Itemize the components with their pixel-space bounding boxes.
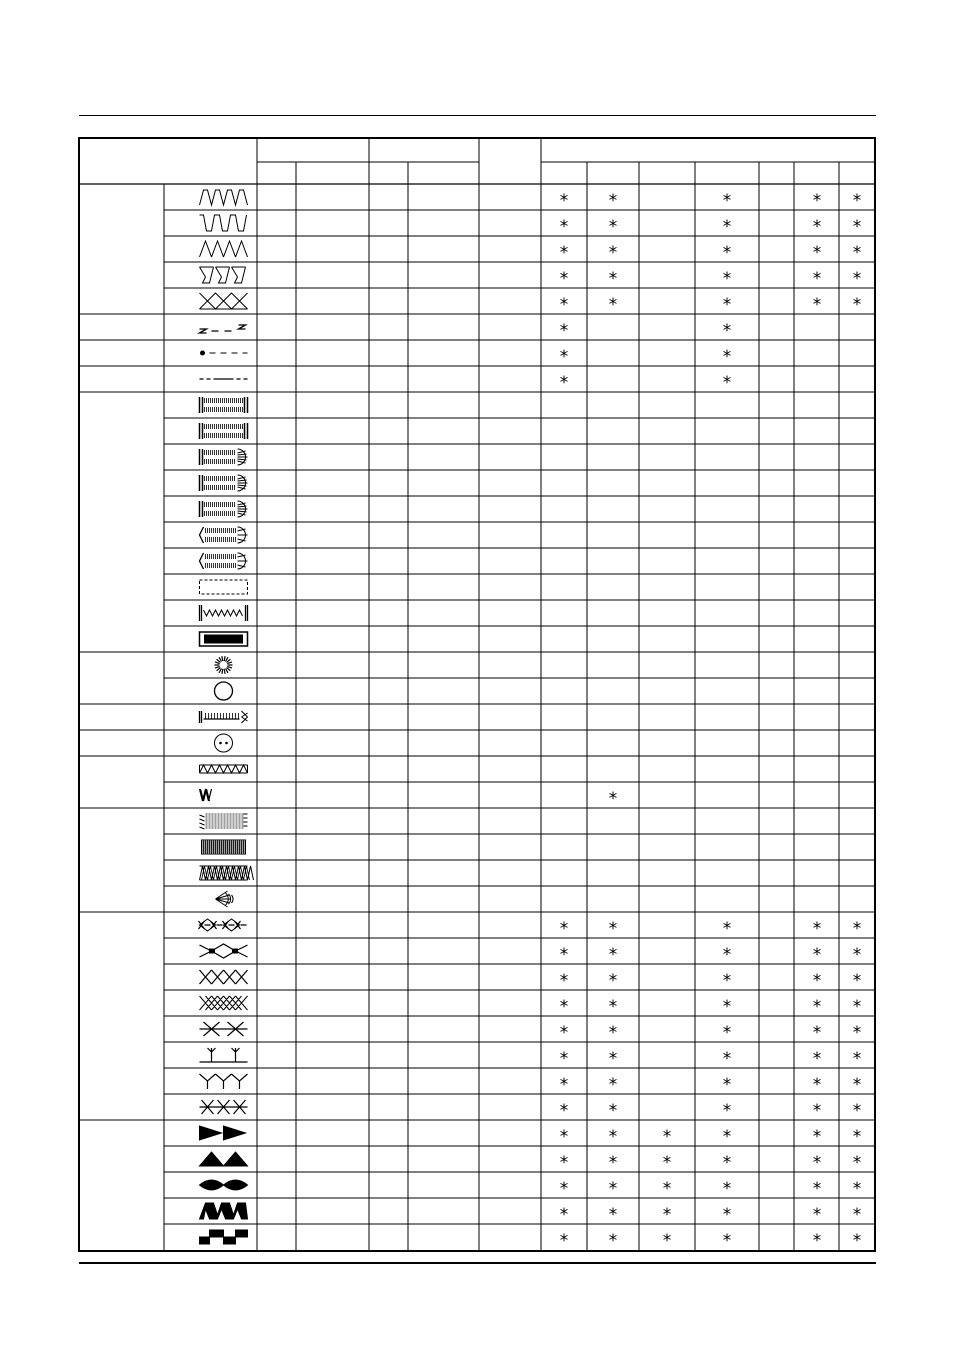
asterisk-mark: * <box>608 217 618 237</box>
asterisk-mark: * <box>608 269 618 289</box>
asterisk-mark: * <box>722 1049 732 1069</box>
asterisk-mark: * <box>662 1205 672 1225</box>
asterisk-mark: * <box>559 1231 569 1251</box>
darning-grid-icon <box>202 840 246 854</box>
asterisk-mark: * <box>852 1101 862 1121</box>
asterisk-mark: * <box>559 1101 569 1121</box>
asterisk-mark: * <box>852 945 862 965</box>
asterisk-mark: * <box>662 1127 672 1147</box>
asterisk-mark: * <box>812 919 822 939</box>
cross-chain-icon <box>200 293 248 309</box>
asterisk-mark: * <box>608 295 618 315</box>
asterisk-mark: * <box>608 1101 618 1121</box>
asterisk-mark: * <box>722 1179 732 1199</box>
buttonhole-zigzag-icon <box>200 605 248 621</box>
asterisk-mark: * <box>559 1153 569 1173</box>
asterisk-mark: * <box>662 1153 672 1173</box>
asterisk-mark: * <box>662 1231 672 1251</box>
asterisk-mark: * <box>722 971 732 991</box>
asterisk-mark: * <box>559 1179 569 1199</box>
asterisk-mark: * <box>722 997 732 1017</box>
asterisk-mark: * <box>559 1127 569 1147</box>
asterisk-mark: * <box>812 1023 822 1043</box>
asterisk-mark: * <box>852 971 862 991</box>
diamond-chain-icon <box>200 944 248 958</box>
asterisk-mark: * <box>608 191 618 211</box>
asterisk-mark: * <box>559 1023 569 1043</box>
asterisk-mark: * <box>812 243 822 263</box>
asterisk-mark: * <box>812 1179 822 1199</box>
asterisk-mark: * <box>608 971 618 991</box>
asterisk-mark: * <box>559 191 569 211</box>
buttonhole-square-2-icon <box>200 423 248 439</box>
asterisk-mark: * <box>722 1231 732 1251</box>
asterisk-mark: * <box>722 1023 732 1043</box>
asterisk-mark: * <box>608 919 618 939</box>
asterisk-mark: * <box>662 1179 672 1199</box>
asterisk-mark: * <box>812 971 822 991</box>
asterisk-mark: * <box>722 321 732 341</box>
buttonhole-keyhole-2-icon <box>200 553 248 569</box>
buttonhole-square-icon <box>200 397 248 413</box>
zigzag-band-icon <box>200 765 248 773</box>
asterisk-mark: * <box>608 1023 618 1043</box>
asterisk-mark: * <box>852 1179 862 1199</box>
asterisk-mark: * <box>812 1231 822 1251</box>
asterisk-mark: * <box>852 1023 862 1043</box>
leaf-icon <box>200 1180 248 1190</box>
wave-inverted-icon <box>200 215 247 231</box>
asterisk-mark: * <box>812 1101 822 1121</box>
buttonhole-filled-icon <box>200 632 248 646</box>
asterisk-mark: * <box>852 1205 862 1225</box>
asterisk-mark: * <box>559 1205 569 1225</box>
asterisk-mark: * <box>812 945 822 965</box>
asterisk-mark: * <box>722 295 732 315</box>
bartack-icon <box>200 711 248 723</box>
asterisk-mark: * <box>608 1179 618 1199</box>
asterisk-mark: * <box>559 971 569 991</box>
asterisk-mark: * <box>722 919 732 939</box>
bottom-rule <box>79 1262 876 1264</box>
asterisk-mark: * <box>812 1205 822 1225</box>
asterisk-mark: * <box>722 347 732 367</box>
asterisk-mark: * <box>608 945 618 965</box>
asterisk-mark: * <box>559 347 569 367</box>
buttonhole-dashed-icon <box>200 580 248 594</box>
scallop-icon <box>200 267 246 283</box>
asterisk-mark: * <box>812 1075 822 1095</box>
asterisk-mark: * <box>559 243 569 263</box>
fan-icon <box>216 891 234 907</box>
asterisk-mark: * <box>812 191 822 211</box>
asterisk-mark: * <box>852 217 862 237</box>
asterisk-mark: * <box>722 373 732 393</box>
darning-zigzag-icon <box>200 866 254 880</box>
wave-peak-icon <box>200 241 248 257</box>
asterisk-mark: * <box>608 1205 618 1225</box>
arch-icon <box>200 1203 248 1219</box>
asterisk-mark: * <box>852 1231 862 1251</box>
asterisk-mark: * <box>608 1153 618 1173</box>
asterisk-mark: * <box>852 919 862 939</box>
asterisk-mark: * <box>722 1153 732 1173</box>
eyelet-circle-icon <box>215 682 233 700</box>
star-cross-icon <box>200 1022 248 1036</box>
darning-icon <box>200 814 248 829</box>
asterisk-mark: * <box>722 1101 732 1121</box>
asterisk-mark: * <box>559 945 569 965</box>
asterisk-mark: * <box>722 243 732 263</box>
asterisk-mark: * <box>852 1153 862 1173</box>
tack-icon <box>200 789 212 801</box>
cross-stitch-icon <box>199 919 247 931</box>
asterisk-mark: * <box>608 1127 618 1147</box>
triangle-right-icon <box>200 1126 246 1140</box>
feather-base-icon <box>200 1048 248 1062</box>
checker-icon <box>200 1230 248 1244</box>
asterisk-mark: * <box>559 295 569 315</box>
asterisk-mark: * <box>722 217 732 237</box>
buttonhole-round-icon <box>200 449 248 465</box>
asterisk-mark: * <box>608 243 618 263</box>
asterisk-mark: * <box>812 269 822 289</box>
asterisk-mark: * <box>852 1127 862 1147</box>
x-chain-icon <box>200 970 248 984</box>
asterisk-mark: * <box>608 1231 618 1251</box>
triangle-up-icon <box>200 1152 248 1166</box>
asterisk-mark: * <box>812 295 822 315</box>
asterisk-mark: * <box>852 295 862 315</box>
asterisk-mark: * <box>852 997 862 1017</box>
asterisk-mark: * <box>559 373 569 393</box>
asterisk-mark: * <box>722 945 732 965</box>
asterisk-mark: * <box>852 243 862 263</box>
asterisk-mark: * <box>722 1127 732 1147</box>
asterisk-mark: * <box>852 269 862 289</box>
asterisk-mark: * <box>608 1075 618 1095</box>
asterisk-mark: * <box>812 997 822 1017</box>
asterisk-mark: * <box>559 997 569 1017</box>
wave-round-icon <box>200 190 248 205</box>
asterisk-mark: * <box>722 269 732 289</box>
asterisk-mark: * <box>852 1049 862 1069</box>
eyelet-star-icon <box>215 656 233 674</box>
asterisk-mark: * <box>812 217 822 237</box>
asterisk-mark: * <box>852 1075 862 1095</box>
asterisk-mark: * <box>559 217 569 237</box>
asterisk-chain-icon <box>200 1100 248 1114</box>
asterisk-mark: * <box>722 1075 732 1095</box>
asterisk-mark: * <box>608 997 618 1017</box>
asterisk-mark: * <box>852 191 862 211</box>
arrow-feather-icon <box>200 1074 248 1089</box>
asterisk-mark: * <box>812 1049 822 1069</box>
asterisk-mark: * <box>559 321 569 341</box>
button-sew-icon <box>215 734 233 752</box>
buttonhole-keyhole-icon <box>200 527 248 543</box>
asterisk-mark: * <box>812 1153 822 1173</box>
asterisk-mark: * <box>559 1075 569 1095</box>
asterisk-mark: * <box>722 1205 732 1225</box>
double-x-chain-icon <box>200 996 248 1010</box>
asterisk-mark: * <box>559 919 569 939</box>
asterisk-mark: * <box>559 1049 569 1069</box>
z-dash-icon <box>200 325 246 333</box>
asterisk-mark: * <box>559 269 569 289</box>
table-border <box>79 138 875 1251</box>
asterisk-mark: * <box>722 191 732 211</box>
asterisk-mark: * <box>812 1127 822 1147</box>
asterisk-mark: * <box>608 1049 618 1069</box>
buttonhole-round-2-icon <box>200 475 248 491</box>
buttonhole-round-3-icon <box>200 501 248 517</box>
dot-dash-icon <box>201 351 248 355</box>
asterisk-mark: * <box>608 789 618 809</box>
